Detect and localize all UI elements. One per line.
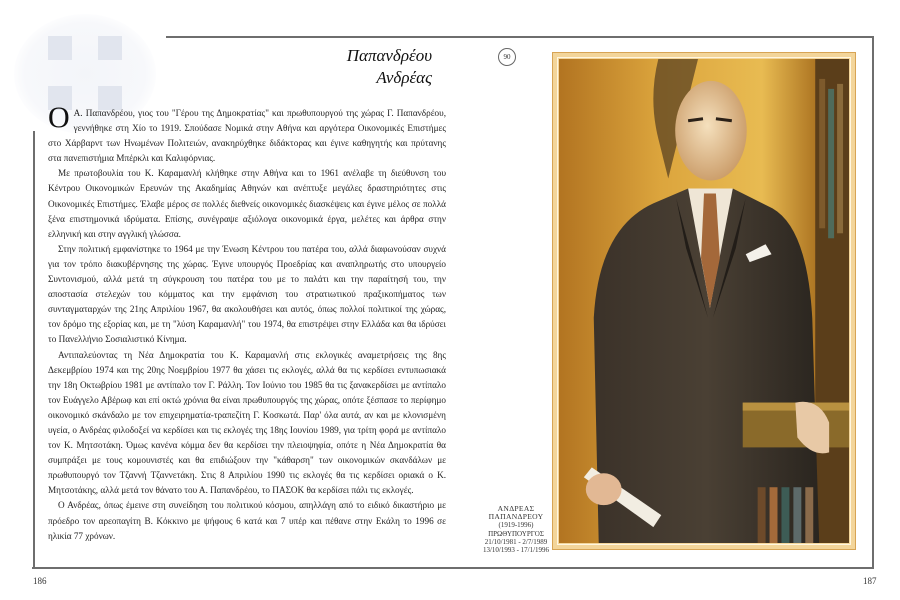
book-spine	[793, 487, 801, 543]
portrait-illustration	[559, 59, 849, 543]
page-border-top	[166, 36, 874, 38]
paragraph: Ο Ανδρέας, όπως έμεινε στη συνείδηση του πολιτικού κόσμου, απηλλάγη από το ειδικό δικαστήριο με πρόεδρο τον αρεοπαγίτη Β. Κόκκινο με ψήφους 6 κατά και 7 υπέρ και πέθανε στην Εκάλη το 1996 σε ηλικία 77 χρόνων.	[48, 500, 446, 541]
portrait-caption	[476, 505, 556, 554]
page-number-right: 187	[863, 576, 877, 586]
book-spine	[837, 84, 843, 233]
caption-term-2: 13/10/1993 - 17/1/1996	[482, 546, 550, 555]
caption-lifespan: (1919-1996)	[498, 521, 534, 530]
book-spine	[828, 89, 834, 238]
page-number-left: 186	[33, 576, 47, 586]
book-spine	[758, 487, 766, 543]
paragraph: Με πρωτοβουλία του Κ. Καραμανλή κλήθηκε στην Αθήνα και το 1961 ανέλαβε τη διεύθυνση του Κέντρου Οικονομικών Ερευνών της Ακαδημίας Αθηνών και ανέπτυξε μεγάλες δραστηριότητες στις Οικονομικές Επιστήμες. Έλαβε μέρος σε πολλές διεθνείς οικονομικές διασκέψεις και έγινε μέλος σε πολλά ξένα επιστημονικά ιδρύματα. Επίσης, συνέγραψε αξιόλογα οικονομικά έργα, μελέτες και άρθρα στην ελληνική και στην αγγλική γλώσσα.	[48, 168, 446, 239]
caption-name-first: ΑΝΔΡΕΑΣ	[497, 504, 535, 513]
emblem-quadrant	[98, 36, 122, 60]
left-hand	[586, 473, 622, 505]
book-spine	[781, 487, 789, 543]
entry-number-badge: 90	[498, 48, 516, 66]
paragraph-text: Α. Παπανδρέου, γιος του "Γέρου της Δημοκρατίας" και πρωθυπουργού της χώρας Γ. Παπανδρέου, γεννήθηκε στη Χίο το 1919. Σπούδασε Νομικά στην Αθήνα και αργότερα Οικονομικές Επιστήμες στο Χάρβαρντ των Ηνωμένων Πολιτειών, ανακηρύχθηκε διδάκτορας και έγινε καθηγητής και πρύτανης στα πανεπιστήμια Μπέρκλι και Καλιφόρνιας.	[48, 108, 446, 164]
page-title	[347, 45, 432, 89]
paragraph	[48, 101, 446, 166]
eyebrow	[688, 119, 703, 121]
book-spine	[819, 79, 825, 228]
portrait-painting	[559, 59, 849, 543]
eyebrow	[716, 119, 732, 121]
paragraph: Αντιπαλεύοντας τη Νέα Δημοκρατία του Κ. Καραμανλή στις εκλογικές αναμετρήσεις της 8ης Δεκεμβρίου 1974 και της 20ης Νοεμβρίου 1977 θα χάσει τις εκλογές, αλλά θα τις κερδίσει εντυπωσιακά την 18η Οκτωβρίου 1981 με αντίπαλο τον Γ. Ράλλη. Τον Ιούνιο του 1985 θα τις ξανακερδίσει με αντίπαλο τον Ευάγγελο Αβέρωφ και επί οκτώ χρόνια θα είναι πρωθυπουργός της χώρας, οπότε ξέσπασε το περίφημο οικονομικό σκάνδαλο με τον επιχειρηματία-τραπεζίτη Γ. Κοσκωτά. Παρ' όλα αυτά, αν και με κλονισμένη υγεία, ο Ανδρέας φιλοδοξεί να κερδίσει και τις εκλογές της 18ης Ιουνίου 1989, για τρίτη φορά με αντίπαλο τον Κ. Μητσοτάκη. Όμως κανένα κόμμα δεν θα κερδίσει την πλειοψηφία, οπότε η Νέα Δημοκρατία θα συμπράξει με τους κομουνιστές και θα επιδιώξουν την "κάθαρση" των οικονομικών σκανδάλων με πρωθυπουργό τον Τζαννή Τζαννετάκη. Στις 8 Απριλίου 1990 τις εκλογές θα τις κερδίσει οριακά ο Κ. Μητσοτάκης, αλλά μετά τον θάνατο του Α. Παπανδρέου, το ΠΑΣΟΚ θα κερδίσει πάλι τις εκλογές.	[48, 349, 446, 496]
drop-cap: Ο	[48, 101, 70, 134]
page-border-bottom	[32, 567, 874, 569]
caption-name-last: ΠΑΠΑΝΔΡΕΟΥ	[488, 512, 544, 522]
paragraph: Στην πολιτική εμφανίστηκε το 1964 με την Ένωση Κέντρου του πατέρα του, αλλά διαφωνούσαν συχνά για τον τρόπο διακυβέρνησης της χώρας. Έγινε υπουργός Προεδρίας και αναπληρωτής στο υπουργείο Συντονισμού, αλλά μετά τη σύγκρουση του πατέρα του με το παλάτι και την παραίτησή του, την αποστασία στελεχών του κόμματος και την εμφάνιση του στρατιωτικού πραξικοπήματος των συνταγματαρχών της 21ης Απριλίου 1967, θα ακολουθήσει και αυτός, όπως πολλοί πολιτικοί της χώρας, τον δρόμο της εξορίας και, με τη "λύση Καραμανλή" του 1974, θα επιστρέψει στην Ελλάδα και θα ιδρύσει το Πανελλήνιο Σοσιαλιστικό Κίνημα.	[48, 243, 446, 345]
title-surname: Παπανδρέου	[346, 46, 432, 65]
title-firstname: Ανδρέας	[376, 68, 432, 87]
biography-text	[48, 101, 446, 544]
caption-role: ΠΡΩΘΥΠΟΥΡΓΟΣ	[488, 529, 544, 538]
page-border-right	[872, 36, 874, 569]
page-border-left	[33, 131, 35, 568]
portrait-frame	[552, 52, 856, 550]
book-spine	[805, 487, 813, 543]
book-spine	[770, 487, 778, 543]
caption-term-1: 21/10/1981 - 2/7/1989	[484, 537, 548, 546]
face	[675, 81, 747, 181]
emblem-quadrant	[48, 36, 72, 60]
